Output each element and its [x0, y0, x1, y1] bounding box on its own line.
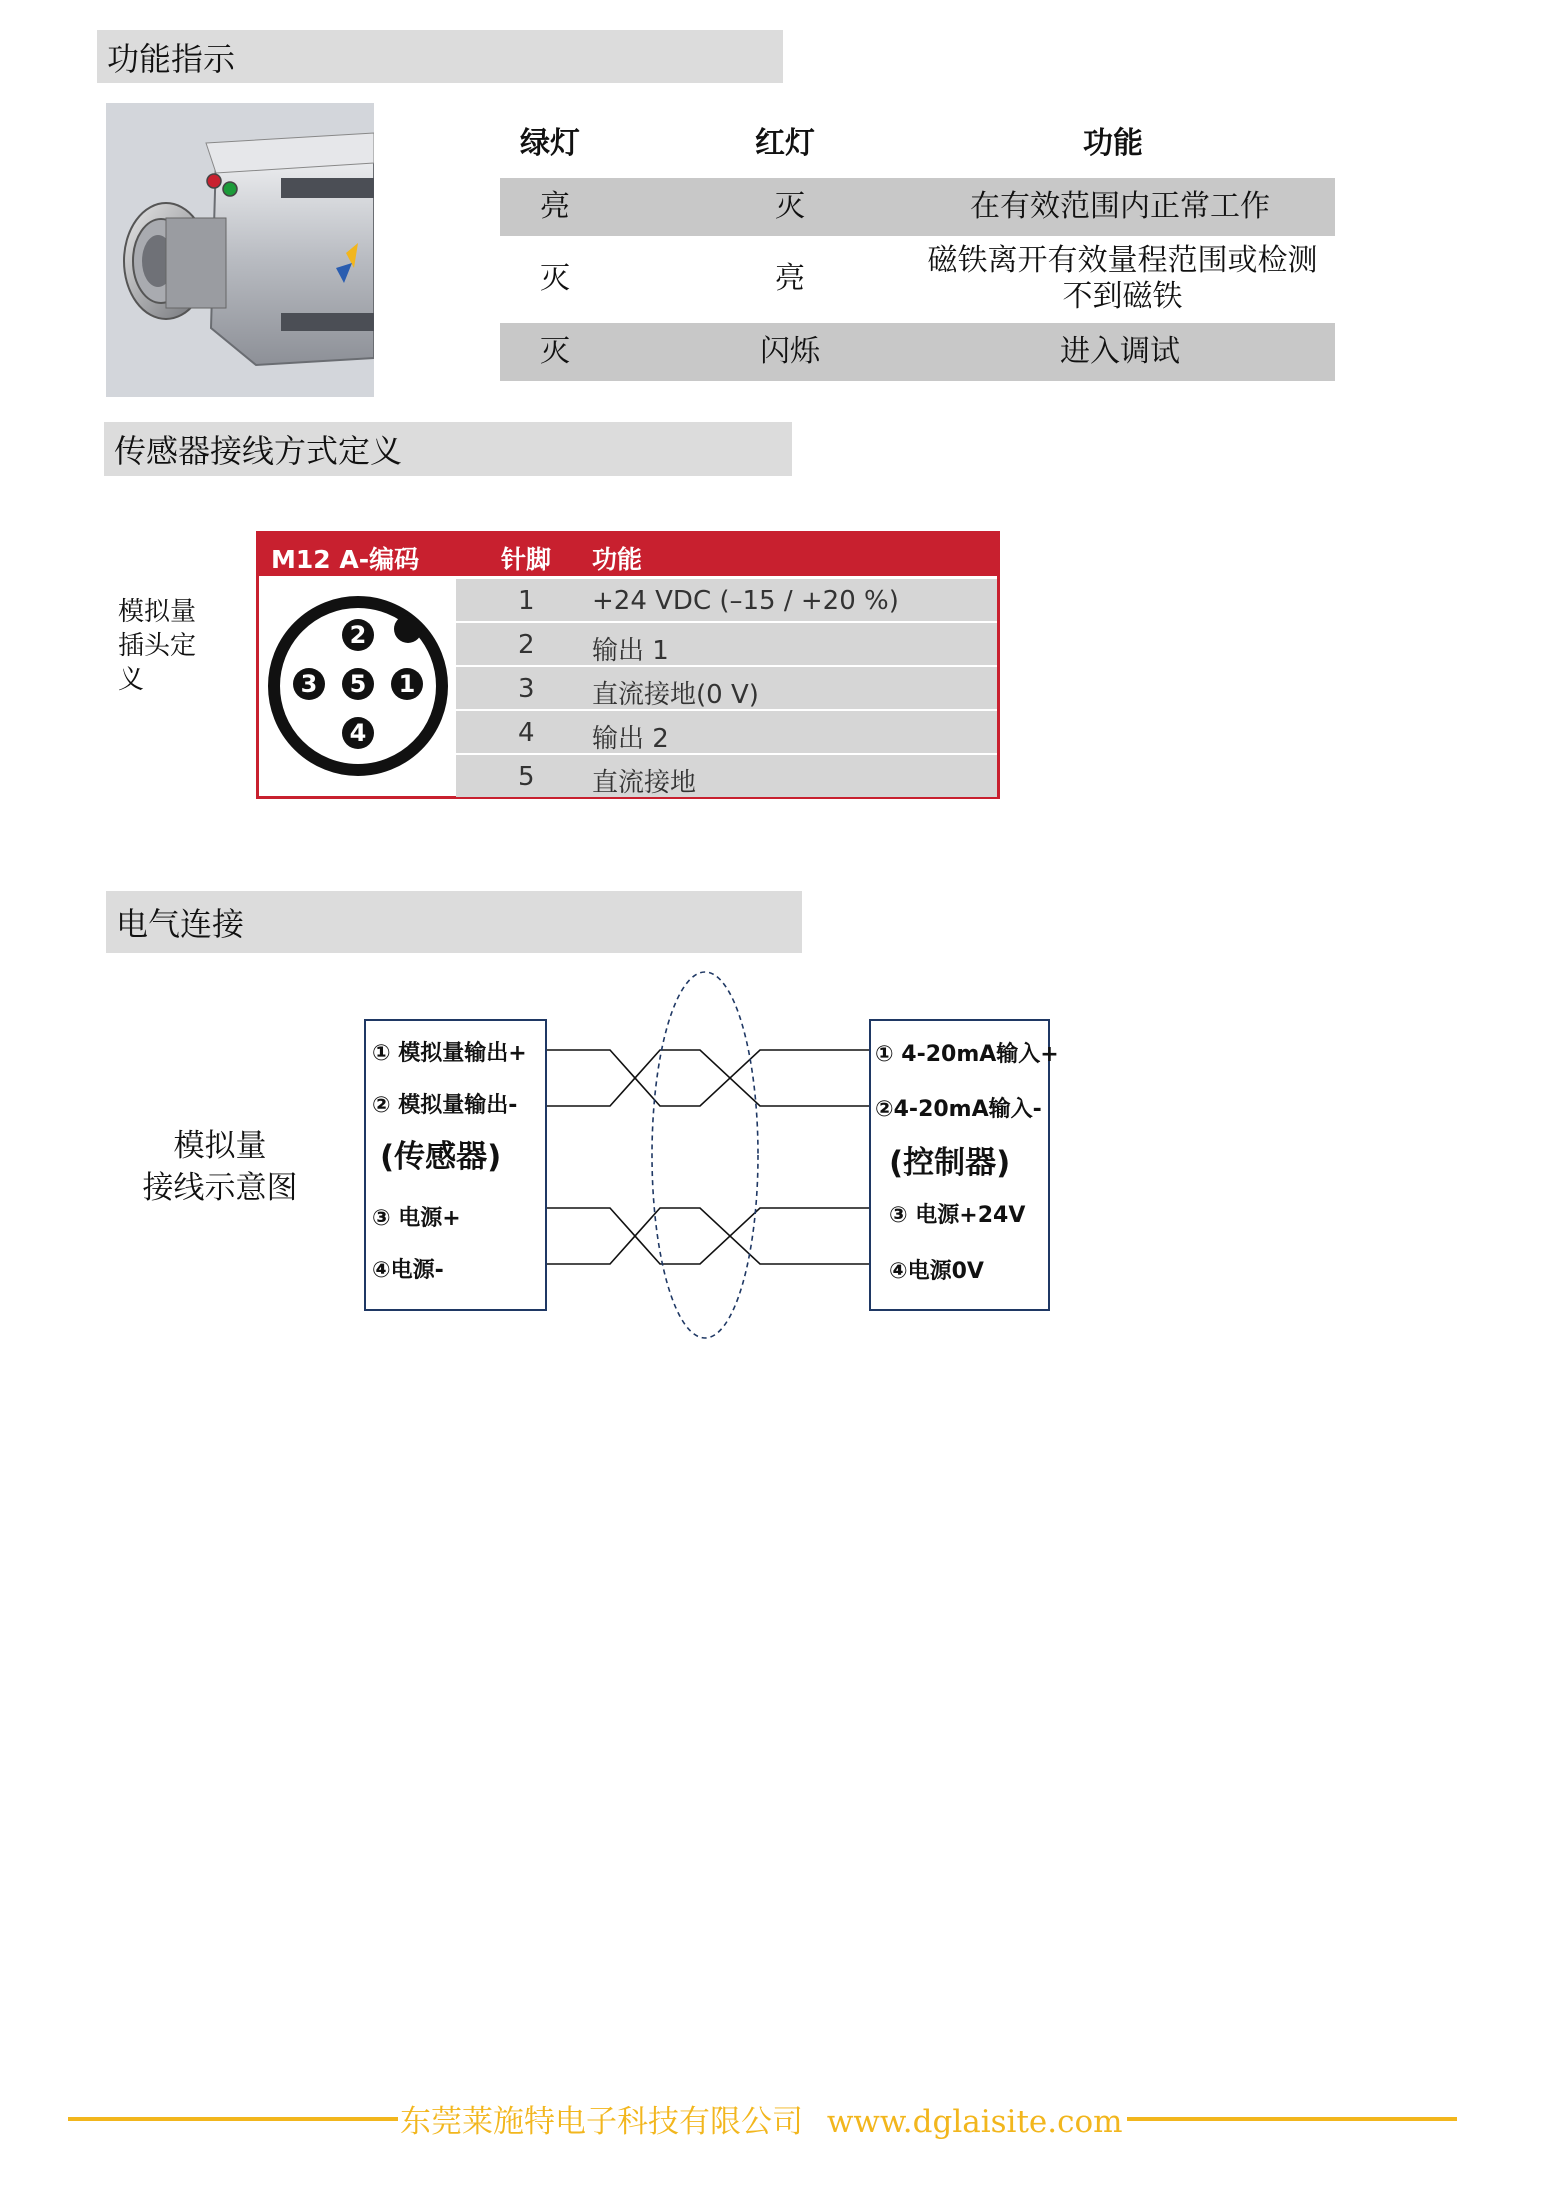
- pin-function: 输出 1: [592, 636, 669, 666]
- pin-4-marker: 4: [342, 717, 374, 749]
- pin-number: 3: [518, 674, 535, 704]
- led-function-text: 磁铁离开有效量程范围或检测不到磁铁: [927, 243, 1318, 314]
- pin-function: 输出 2: [592, 724, 669, 754]
- sensor-terminal-4: ④电源-: [372, 1258, 444, 1283]
- pin-function: 直流接地: [592, 768, 697, 798]
- footer-text: [400, 2096, 1123, 2141]
- pin-5-marker: 5: [342, 668, 374, 700]
- footer-line-left: [68, 2117, 398, 2121]
- led-red-state: 亮: [775, 261, 805, 296]
- section-title-text: 电气连接: [116, 905, 245, 943]
- pin-function: 直流接地(0 V): [592, 680, 759, 710]
- pin-number: 4: [518, 718, 535, 748]
- section-title-text: 传感器接线方式定义: [114, 432, 403, 470]
- sensor-terminal-3: ③ 电源+: [372, 1206, 461, 1231]
- led-green-state: 亮: [540, 189, 570, 224]
- led-green-state: 灭: [540, 261, 570, 296]
- led-red-state: 灭: [775, 189, 805, 224]
- sensor-name: (传感器): [380, 1139, 502, 1175]
- led-header-red: 红灯: [755, 126, 815, 161]
- section-title-text: 功能指示: [107, 39, 236, 78]
- sensor-terminal-2: ② 模拟量输出-: [372, 1093, 518, 1118]
- pin-function: +24 VDC (–15 / +20 %): [592, 586, 899, 616]
- led-function-text: 进入调试: [1060, 334, 1180, 369]
- m12-header-function: 功能: [592, 545, 643, 574]
- sensor-terminal-1: ① 模拟量输出+: [372, 1041, 527, 1066]
- pin-number: 1: [518, 586, 535, 616]
- controller-terminal-3: ③ 电源+24V: [889, 1203, 1026, 1228]
- footer-company: 东莞莱施特电子科技有限公司: [400, 2104, 803, 2140]
- connector-side-label: 模拟量插头定义: [118, 597, 197, 695]
- pin-3-marker: 3: [293, 668, 325, 700]
- pin-1-marker: 1: [391, 668, 423, 700]
- footer-website[interactable]: www.dglaisite.com: [826, 2104, 1123, 2140]
- controller-terminal-2: ②4-20mA输入-: [875, 1097, 1042, 1122]
- controller-terminal-4: ④电源0V: [889, 1259, 984, 1284]
- pin-2-marker: 2: [342, 619, 374, 651]
- led-red-state: 闪烁: [760, 334, 820, 369]
- pin-number: 5: [518, 762, 535, 792]
- footer-line-right: [1127, 2117, 1457, 2121]
- led-header-function: 功能: [1083, 126, 1143, 161]
- led-green-state: 灭: [540, 334, 570, 369]
- m12-header-pin: 针脚: [501, 545, 552, 574]
- controller-terminal-1: ① 4-20mA输入+: [875, 1042, 1059, 1067]
- pin-number: 2: [518, 630, 535, 660]
- led-header-green: 绿灯: [520, 126, 580, 161]
- led-function-text: 在有效范围内正常工作: [970, 189, 1270, 224]
- m12-header-type: M12 A-编码: [271, 545, 420, 574]
- wiring-diagram-title: 模拟量 接线示意图: [142, 1128, 298, 1206]
- controller-name: (控制器): [889, 1145, 1011, 1181]
